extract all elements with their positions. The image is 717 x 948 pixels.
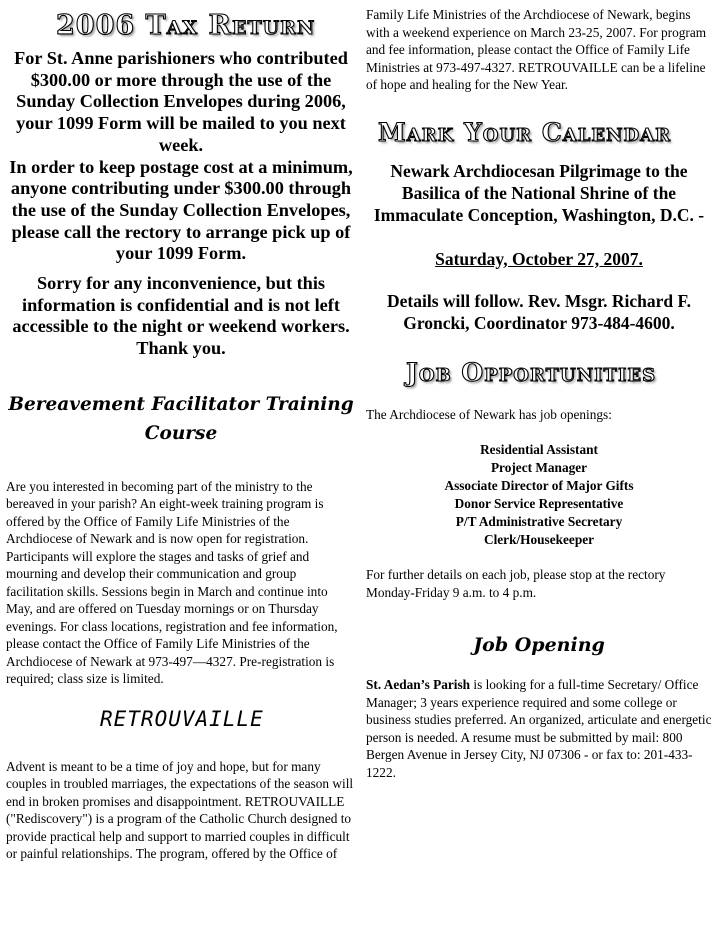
tax-notice-paragraph: For St. Anne parishioners who contributed $300.00 or more through the use of the Sunday Collection Envelopes during 2006, your 1099 Form will be mailed to you next week. (14, 48, 348, 155)
tax-apology-paragraph: Sorry for any inconvenience, but this information is confidential and is not left accessible to the night or weekend workers. Thank you. (12, 273, 350, 359)
job-opening-text: is looking for a full-time Secretary/ Office Manager; 3 years experience required and some college or business studies preferred. An organized, articulate and energetic person is needed. A resume must be submitted by mail: 800 Bergen Avenue in Jersey City, NJ 07306 - or fax to: 201-433-1222. (366, 677, 712, 780)
job-position: Residential Assistant (480, 442, 598, 457)
job-position: Associate Director of Major Gifts (444, 477, 634, 493)
job-opening-heading: Job Opening (473, 634, 605, 657)
parish-name: St. Aedan’s Parish (366, 677, 471, 693)
job-positions-list (366, 441, 712, 548)
bereavement-body: Are you interested in becoming part of the ministry to the bereaved in your parish? An eight-week training program is offered by the Office of Family Life Ministries of the Archdiocese of Newark and is now open for registration. Participants will explore the stages and tasks of grief and mourning and develop their communication and group facilitation skills. Sessions begin in March and continue into May, and are offered on Tuesday mornings or on Thursday evenings. For class locations, registration and fee information, please contact the Office of Family Life Ministries of the Archdiocese of Newark at 973-497—4327. Pre-registration is required; class size is limited. (6, 478, 338, 687)
pilgrimage-details: Details will follow. Rev. Msgr. Richard F. Groncki, Coordinator 973-484-4600. (387, 290, 691, 333)
tax-postage-paragraph: In order to keep postage cost at a minimum, anyone contributing under $300.00 through the use of the Sunday Collection Envelopes, please call the rectory to arrange pick up of your 1099 Form. (9, 156, 353, 264)
job-position: P/T Administrative Secretary (455, 513, 623, 529)
job-details: For further details on each job, please stop at the rectory Monday-Friday 9 a.m. to 4 p.m. (366, 567, 666, 600)
job-position: Clerk/Housekeeper (483, 531, 595, 547)
job-opening-body (366, 676, 712, 781)
pilgrimage-date: Saturday, October 27, 2007. (435, 248, 643, 269)
retrouvaille-continued: Family Life Ministries of the Archdiocese of Newark, begins with a weekend experience on March 23-25, 2007. For program and fee information, please contact the Office of Family Life Ministries at 973-497-4327. RETROUVAILLE can be a lifeline of hope and healing for the New Year. (366, 7, 707, 92)
job-position: Donor Service Representative (454, 495, 624, 511)
retrouvaille-body: Advent is meant to be a time of joy and hope, but for many couples in troubled marriages, the expectations of the season will end in broken promises and disappointment. RETROUVAILLE ("Rediscovery") is a program of the Catholic Church designed to provide practical help and support to married couples in difficult or painful relationships. The program, offered by the Office of (6, 758, 354, 862)
calendar-heading: Mark Your Calendar (378, 117, 672, 147)
bereavement-heading: Bereavement Facilitator Training Course (8, 393, 354, 444)
tax-return-heading: 2006 Tax Return (56, 10, 316, 41)
retrouvaille-heading: RETROUVAILLE (100, 706, 264, 731)
right-column (366, 0, 712, 781)
job-opportunities-heading: Job Opportunities (406, 357, 657, 387)
job-intro: The Archdiocese of Newark has job openings: (366, 406, 612, 422)
pilgrimage-text: Newark Archdiocesan Pilgrimage to the Basilica of the National Shrine of the Immaculate Conception, Washington, D.C. - (373, 160, 705, 225)
job-position: Project Manager (490, 459, 588, 475)
left-column (6, 0, 356, 863)
